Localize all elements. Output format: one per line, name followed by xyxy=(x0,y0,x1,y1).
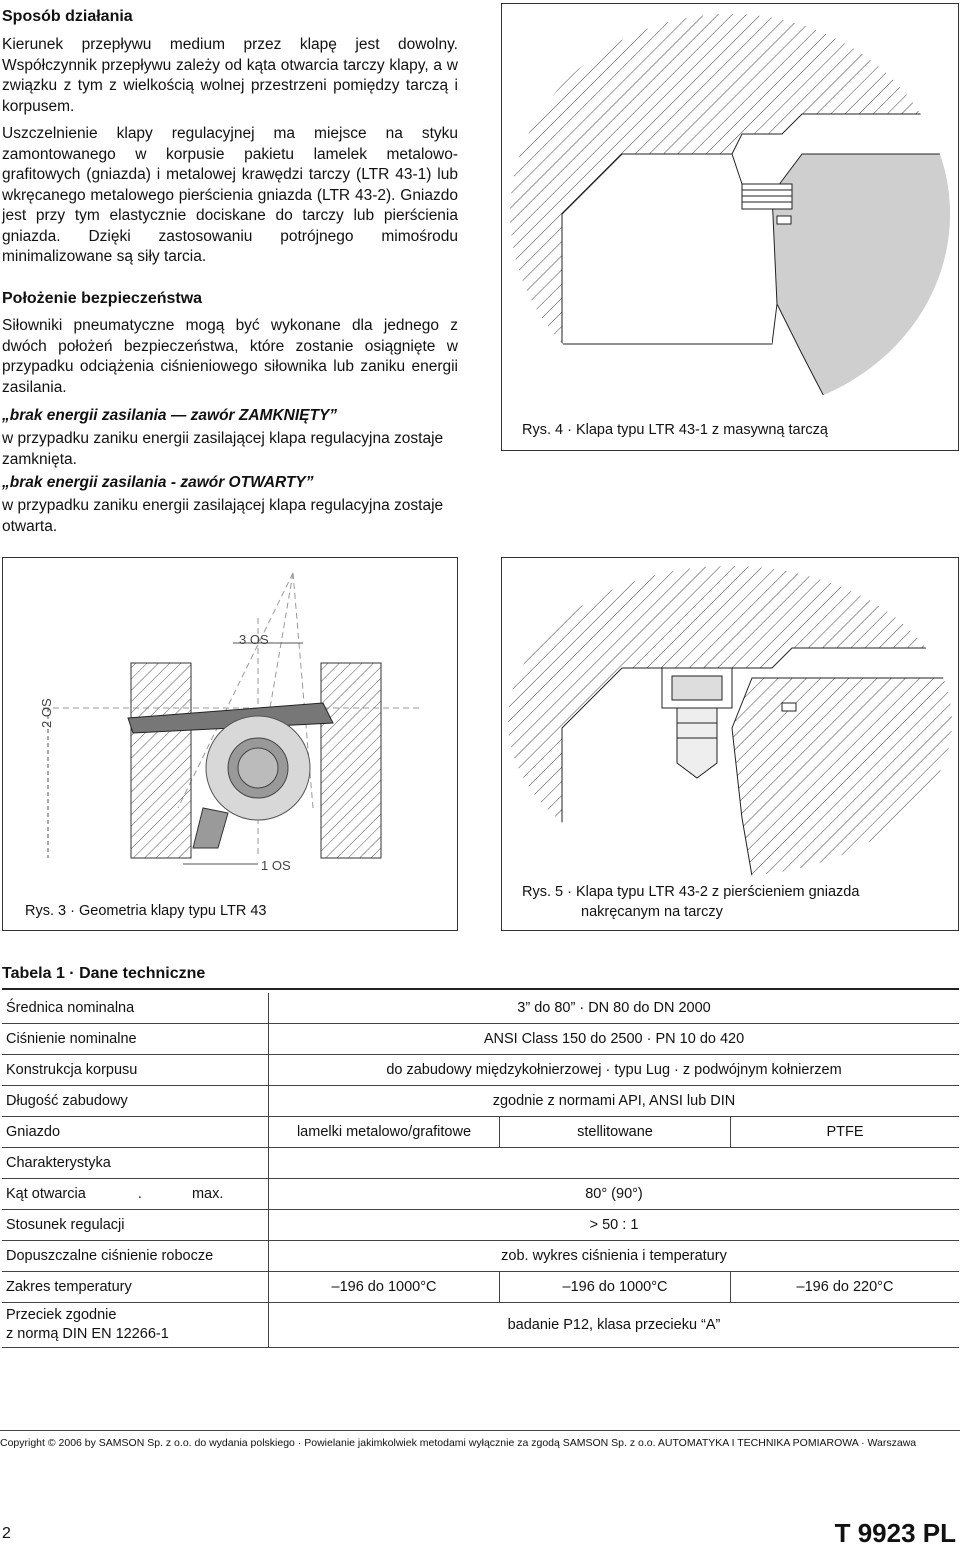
paragraph-sealing: Uszczelnienie klapy regulacyjnej ma miejsce na styku zamontowanego w korpusie pakietu lamelek metalowo-grafitowych (gniazda) i metalowej krawędzi tarczy (LTR 43-1) lub wkręcanego metalowego pierścienia gniazda (LTR 43-2). Gniazdo jest przy tym elastycznie dociskane do tarczy lub pierścienia gniazda. Dzięki zastosowaniu potrójnego mimośrodu minimalizowane są siły tarcia. xyxy=(2,125,458,265)
paragraph-flow: Kierunek przepływu medium przez klapę jest dowolny. Współczynnik przepływu zależy od kąta otwarcia tarczy klapy, a w związku z tym z wielkością wolnej przestrzeni pomiędzy tarczą i korpusem. xyxy=(2,36,458,115)
cell-label: Średnica nominalna xyxy=(2,993,269,1024)
table-row xyxy=(2,1086,959,1117)
cell-value: > 50 : 1 xyxy=(269,1210,960,1241)
cell-value: –196 do 1000°C xyxy=(500,1272,731,1303)
cell-label: Ciśnienie nominalne xyxy=(2,1024,269,1055)
table-row xyxy=(2,1303,959,1348)
przeciek-label-line1: Przeciek zgodnie xyxy=(6,1307,117,1323)
kat-otwarcia-label: Kąt otwarcia xyxy=(6,1186,86,1202)
table-row xyxy=(2,1272,959,1303)
label-1os: 1 OS xyxy=(261,858,291,873)
safety-open-title: „brak energii zasilania - zawór OTWARTY” xyxy=(2,474,314,491)
figure-5-caption-line2: nakręcanym na tarczy xyxy=(581,904,723,920)
cell-label xyxy=(2,1303,269,1348)
heading-polozenie-bezpieczenstwa: Położenie bezpieczeństwa xyxy=(2,290,203,307)
cell-value: ANSI Class 150 do 2500 · PN 10 do 420 xyxy=(269,1024,960,1055)
table-row xyxy=(2,1148,959,1179)
figure-4-caption: Rys. 4 · Klapa typu LTR 43-1 z masywną tarczą xyxy=(522,422,828,438)
paragraph-safety: Siłowniki pneumatyczne mogą być wykonane dla jednego z dwóch położeń bezpieczeństwa, które zostanie osiągnięte w przypadku odciążenia ciśnieniowego siłownika lub zaniku energii zasilania. xyxy=(2,317,458,396)
przeciek-label-line2: z normą DIN EN 12266-1 xyxy=(6,1326,169,1342)
table-top-rule xyxy=(2,988,959,990)
page-number: 2 xyxy=(2,1525,11,1542)
table-title: Tabela 1 · Dane techniczne xyxy=(2,965,206,982)
cell-value: 3” do 80” · DN 80 do DN 2000 xyxy=(269,993,960,1024)
cell-value: –196 do 1000°C xyxy=(269,1272,500,1303)
figure-5-frame xyxy=(501,557,959,931)
cell-value: 80° (90°) xyxy=(269,1179,960,1210)
table-row xyxy=(2,1179,959,1210)
table-row xyxy=(2,993,959,1024)
label-3os: 3 OS xyxy=(239,632,269,647)
cell-value: do zabudowy międzykołnierzowej · typu Lug · z podwójnym kołnierzem xyxy=(269,1055,960,1086)
footer-rule xyxy=(0,1430,960,1431)
document-id: T 9923 PL xyxy=(834,1518,956,1548)
cell-label: Konstrukcja korpusu xyxy=(2,1055,269,1086)
figure-3-drawing xyxy=(3,558,457,888)
table-row xyxy=(2,1210,959,1241)
footer-copyright: Copyright © 2006 by SAMSON Sp. z o.o. do wydania polskiego · Powielanie jakimkolwiek metodami wyłącznie za zgodą SAMSON Sp. z o.o. AUTOMATYKA I TECHNIKA POMIAROWA · Warszawa xyxy=(0,1437,917,1449)
figure-3-caption: Rys. 3 · Geometria klapy typu LTR 43 xyxy=(25,903,267,919)
cell-label: Dopuszczalne ciśnienie robocze xyxy=(2,1241,269,1272)
figure-4-drawing xyxy=(502,4,958,412)
table-row xyxy=(2,1024,959,1055)
table-row xyxy=(2,1241,959,1272)
cell-value: lamelki metalowo/grafitowe xyxy=(269,1117,500,1148)
cell-label: Gniazdo xyxy=(2,1117,269,1148)
figure-4-frame xyxy=(501,3,959,451)
figure-5-caption-line1: Rys. 5 · Klapa typu LTR 43-2 z pierścieniem gniazda xyxy=(522,884,860,900)
cell-value: zgodnie z normami API, ANSI lub DIN xyxy=(269,1086,960,1117)
cell-label xyxy=(2,1179,269,1210)
kat-otwarcia-max: max. xyxy=(191,1186,224,1202)
figure-5-drawing xyxy=(502,558,958,876)
safety-closed-text: w przypadku zaniku energii zasilającej klapa regulacyjna zostaje zamknięta. xyxy=(2,430,444,468)
table-row xyxy=(2,1055,959,1086)
cell-value: stellitowane xyxy=(500,1117,731,1148)
heading-sposob-dzialania: Sposób działania xyxy=(2,8,133,25)
cell-value xyxy=(269,1148,960,1179)
table-row xyxy=(2,1117,959,1148)
safety-closed-title: „brak energii zasilania — zawór ZAMKNIĘTY” xyxy=(2,407,338,424)
cell-value: zob. wykres ciśnienia i temperatury xyxy=(269,1241,960,1272)
cell-label: Długość zabudowy xyxy=(2,1086,269,1117)
kat-otwarcia-dot: . xyxy=(137,1186,142,1202)
cell-value: PTFE xyxy=(731,1117,960,1148)
label-2os: 2 OS xyxy=(39,698,54,728)
figure-3-frame xyxy=(2,557,458,931)
cell-label: Charakterystyka xyxy=(2,1148,269,1179)
cell-value: –196 do 220°C xyxy=(731,1272,960,1303)
safety-open-text: w przypadku zaniku energii zasilającej klapa regulacyjna zostaje otwarta. xyxy=(2,497,444,535)
cell-value: badanie P12, klasa przecieku “A” xyxy=(269,1303,960,1348)
cell-label: Stosunek regulacji xyxy=(2,1210,269,1241)
cell-label: Zakres temperatury xyxy=(2,1272,269,1303)
tech-data-table xyxy=(2,993,959,1348)
